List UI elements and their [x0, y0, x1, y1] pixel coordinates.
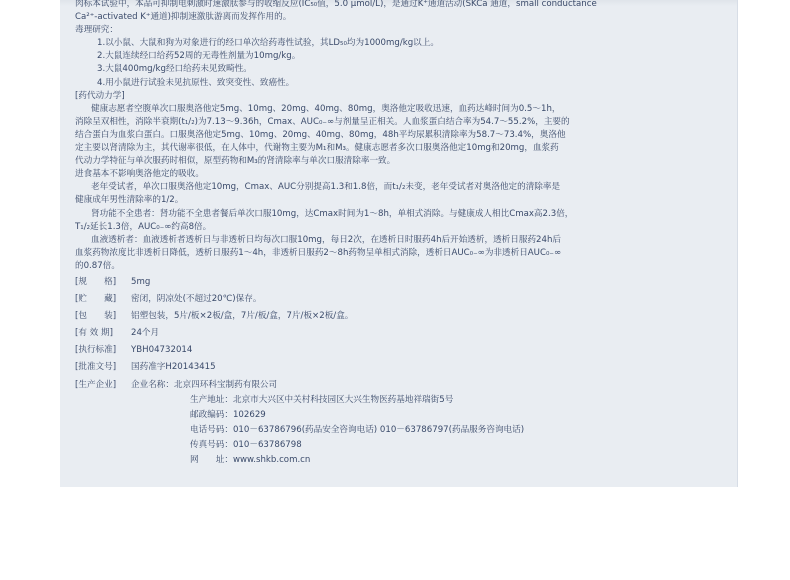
field-approval-number	[75, 361, 715, 374]
manufacturer-phone: 电话号码：010－63786796(药品安全咨询电话) 010－63786797(药品服务咨询电话)	[190, 424, 525, 435]
field-package	[75, 310, 715, 323]
field-value: 国药准字H20143415	[131, 362, 216, 373]
field-label: [规 格]	[75, 276, 117, 287]
text-line: 肉标本试验中，本品可抑制电刺激时速激肽参与的收缩反应(IC₅₀值，5.0 μmol/L)，是通过K⁺通道活动(SKCa 通道，small conductance	[75, 0, 597, 9]
list-item: 4.用小鼠进行试验未见抗原性、致突变性、致癌性。	[97, 77, 295, 88]
product-fields	[75, 276, 715, 467]
field-value: YBH04732014	[131, 345, 193, 356]
field-label: [生产企业]	[75, 379, 117, 390]
field-value: 5mg	[131, 276, 151, 287]
text-line: 定主要以肾清除为主，其代谢率很低，在人体中，代谢物主要为M₁和M₃。健康志愿者多次口服奥洛他定10mg和20mg，血浆药	[75, 143, 559, 154]
package-insert-text	[75, 0, 715, 467]
field-label: [包 装]	[75, 311, 117, 322]
text-line: 老年受试者，单次口服奥洛他定10mg，Cmax、AUC分别提高1.3和1.8倍，而t₁/₂未变，老年受试者对奥洛他定的清除率是	[91, 182, 561, 193]
toxicology-section	[75, 24, 715, 89]
pharmacology-intro	[75, 0, 715, 24]
text-line: 结合蛋白为血浆白蛋白。口服奥洛他定5mg、10mg、20mg、40mg、80mg，48h平均尿累积清除率为58.7～73.4%，奥洛他	[75, 129, 566, 140]
text-line: 健康志愿者空腹单次口服奥洛他定5mg、10mg、20mg、40mg、80mg，奥洛他定吸收迅速，血药达峰时间为0.5～1h，	[91, 103, 561, 114]
text-line: 代动力学特征与单次服药时相似，原型药物和M₃的肾清除率与单次口服清除率一致。	[75, 156, 396, 167]
field-value: 铝塑包装，5片/板×2板/盒，7片/板/盒，7片/板×2板/盒。	[131, 311, 354, 322]
field-label: [执行标准]	[75, 345, 117, 356]
field-label: [贮 藏]	[75, 294, 117, 305]
text-line: Ca²⁺-activated K⁺通道)抑制速激肽游离而发挥作用的。	[75, 12, 292, 23]
text-line: 健康成年男性清除率的1/2。	[75, 195, 184, 206]
field-storage	[75, 293, 715, 306]
text-line: 进食基本不影响奥洛他定的吸收。	[75, 169, 204, 180]
field-label: [有 效 期]	[75, 328, 113, 339]
section-heading: 毒理研究：	[75, 25, 118, 36]
section-heading: [药代动力学]	[75, 90, 125, 101]
text-line: 血浆药物浓度比非透析日降低，透析日服药1～4h，非透析日服药2～8h药物呈单相式消除，透析日AUC₀₋∞为非透析日AUC₀₋∞	[75, 247, 562, 258]
manufacturer-postcode: 邮政编码：102629	[190, 409, 266, 420]
list-item: 2.大鼠连续经口给药52周的无毒性剂量为10mg/kg。	[97, 51, 301, 62]
manufacturer-website: 网 址：www.shkb.com.cn	[190, 455, 311, 465]
field-value: 24个月	[131, 328, 160, 339]
field-standard	[75, 344, 715, 357]
field-value: 企业名称：北京四环科宝制药有限公司	[131, 379, 278, 390]
text-line: 血液透析者：血液透析者透析日与非透析日均每次口服10mg，每日2次，在透析日时服药4h后开始透析，透析日服药24h后	[91, 234, 562, 245]
field-shelf-life	[75, 327, 715, 340]
list-item: 3.大鼠400mg/kg经口给药未见致畸性。	[97, 64, 252, 75]
field-specification	[75, 276, 715, 289]
field-manufacturer	[75, 379, 715, 392]
list-item: 1.以小鼠、大鼠和狗为对象进行的经口单次给药毒性试验，其LD₅₀均为1000mg/kg以上。	[97, 38, 439, 49]
text-line: 消除呈双相性，消除半衰期(t₁/₂)为7.13～9.36h，Cmax、AUC₀₋∞与剂量呈正相关。人血浆蛋白结合率为54.7～55.2%，主要的	[75, 116, 570, 127]
pharmacokinetics-section	[75, 90, 715, 273]
text-line: 肾功能不全患者：肾功能不全患者餐后单次口服10mg，达Cmax时间为1～8h，单相式消除。与健康成人相比Cmax高2.3倍，	[91, 208, 574, 219]
text-line: 的0.87倍。	[75, 260, 120, 271]
field-label: [批准文号]	[75, 362, 117, 373]
text-line: T₁/₂延长1.3倍，AUC₀₋∞约高8倍。	[75, 221, 212, 232]
field-value: 密闭，阴凉处(不超过20℃)保存。	[131, 294, 262, 305]
manufacturer-fax: 传真号码：010－63786798	[190, 439, 302, 450]
manufacturer-address: 生产地址：北京市大兴区中关村科技园区大兴生物医药基地祥瑞街5号	[190, 394, 454, 405]
